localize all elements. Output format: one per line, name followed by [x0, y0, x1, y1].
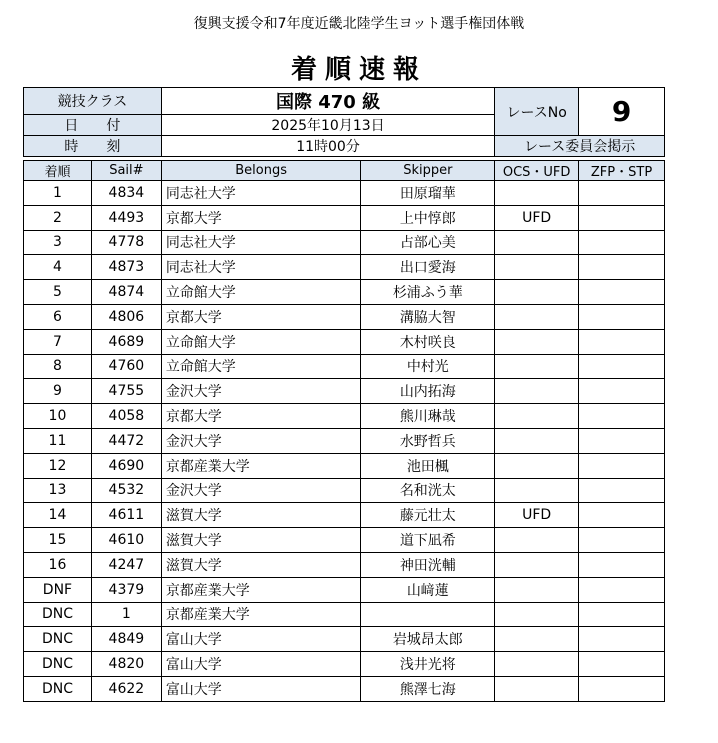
- place-cell: DNF: [24, 577, 92, 602]
- place-cell: 11: [24, 428, 92, 453]
- place-cell: DNC: [24, 652, 92, 677]
- place-cell: 9: [24, 379, 92, 404]
- zfp-stp-cell: [579, 627, 665, 652]
- ocs-ufd-cell: [495, 280, 579, 305]
- table-row: [24, 577, 665, 602]
- sail-cell: 4622: [91, 676, 161, 701]
- place-cell: 1: [24, 181, 92, 206]
- zfp-stp-cell: [579, 528, 665, 553]
- belongs-cell: 金沢大学: [161, 379, 361, 404]
- place-cell: 3: [24, 230, 92, 255]
- skipper-cell: 岩城昂太郎: [361, 627, 495, 652]
- time-value: 11時00分: [161, 136, 494, 157]
- table-row: [24, 453, 665, 478]
- sail-cell: 1: [91, 602, 161, 627]
- zfp-stp-cell: [579, 428, 665, 453]
- belongs-cell: 京都産業大学: [161, 577, 361, 602]
- header-sail: Sail#: [91, 161, 161, 181]
- ocs-ufd-cell: [495, 577, 579, 602]
- belongs-cell: 滋賀大学: [161, 503, 361, 528]
- ocs-ufd-cell: [495, 304, 579, 329]
- place-cell: 13: [24, 478, 92, 503]
- ocs-ufd-cell: [495, 627, 579, 652]
- ocs-ufd-cell: [495, 428, 579, 453]
- zfp-stp-cell: [579, 478, 665, 503]
- table-row: [24, 528, 665, 553]
- zfp-stp-cell: [579, 676, 665, 701]
- ocs-ufd-cell: [495, 602, 579, 627]
- place-cell: 10: [24, 404, 92, 429]
- skipper-cell: 溝脇大智: [361, 304, 495, 329]
- sail-cell: 4873: [91, 255, 161, 280]
- header-ocs-ufd: OCS・UFD: [495, 161, 579, 181]
- sail-cell: 4778: [91, 230, 161, 255]
- sail-cell: 4379: [91, 577, 161, 602]
- belongs-cell: 富山大学: [161, 627, 361, 652]
- table-row: [24, 230, 665, 255]
- zfp-stp-cell: [579, 354, 665, 379]
- ocs-ufd-cell: [495, 478, 579, 503]
- ocs-ufd-cell: [495, 404, 579, 429]
- belongs-cell: 富山大学: [161, 676, 361, 701]
- sail-cell: 4820: [91, 652, 161, 677]
- sail-cell: 4874: [91, 280, 161, 305]
- belongs-cell: 立命館大学: [161, 329, 361, 354]
- ocs-ufd-cell: [495, 652, 579, 677]
- skipper-cell: 池田楓: [361, 453, 495, 478]
- skipper-cell: 占部心美: [361, 230, 495, 255]
- ocs-ufd-cell: [495, 676, 579, 701]
- skipper-cell: 熊川琳哉: [361, 404, 495, 429]
- place-cell: 16: [24, 552, 92, 577]
- place-cell: DNC: [24, 627, 92, 652]
- place-cell: 15: [24, 528, 92, 553]
- belongs-cell: 金沢大学: [161, 478, 361, 503]
- sail-cell: 4611: [91, 503, 161, 528]
- skipper-cell: 出口愛海: [361, 255, 495, 280]
- sail-cell: 4849: [91, 627, 161, 652]
- belongs-cell: 京都大学: [161, 404, 361, 429]
- zfp-stp-cell: [579, 205, 665, 230]
- skipper-cell: 木村咲良: [361, 329, 495, 354]
- ocs-ufd-cell: [495, 354, 579, 379]
- sail-cell: 4690: [91, 453, 161, 478]
- sail-cell: 4610: [91, 528, 161, 553]
- belongs-cell: 同志社大学: [161, 230, 361, 255]
- table-row: [24, 304, 665, 329]
- sail-cell: 4689: [91, 329, 161, 354]
- place-cell: 6: [24, 304, 92, 329]
- race-no-value: 9: [579, 88, 665, 136]
- zfp-stp-cell: [579, 255, 665, 280]
- zfp-stp-cell: [579, 577, 665, 602]
- header-place: 着順: [24, 161, 92, 181]
- date-label: 日 付: [24, 115, 162, 136]
- table-row: [24, 280, 665, 305]
- sail-cell: 4834: [91, 181, 161, 206]
- belongs-cell: 京都大学: [161, 205, 361, 230]
- place-cell: DNC: [24, 676, 92, 701]
- ocs-ufd-cell: [495, 255, 579, 280]
- ocs-ufd-cell: UFD: [495, 503, 579, 528]
- results-table: [23, 160, 665, 702]
- belongs-cell: 立命館大学: [161, 354, 361, 379]
- belongs-cell: 富山大学: [161, 652, 361, 677]
- table-row: [24, 478, 665, 503]
- header-zfp-stp: ZFP・STP: [579, 161, 665, 181]
- ocs-ufd-cell: [495, 329, 579, 354]
- sail-cell: 4755: [91, 379, 161, 404]
- skipper-cell: 杉浦ふう華: [361, 280, 495, 305]
- document-title: 着順速報: [290, 55, 427, 85]
- table-row: [24, 205, 665, 230]
- skipper-cell: 浅井光将: [361, 652, 495, 677]
- skipper-cell: 中村光: [361, 354, 495, 379]
- table-row: [24, 404, 665, 429]
- place-cell: 14: [24, 503, 92, 528]
- skipper-cell: 上中惇郎: [361, 205, 495, 230]
- zfp-stp-cell: [579, 652, 665, 677]
- sail-cell: 4760: [91, 354, 161, 379]
- ocs-ufd-cell: [495, 528, 579, 553]
- class-value: 国際 470 級: [161, 88, 494, 115]
- table-row: [24, 354, 665, 379]
- skipper-cell: 水野哲兵: [361, 428, 495, 453]
- belongs-cell: 同志社大学: [161, 181, 361, 206]
- place-cell: 4: [24, 255, 92, 280]
- zfp-stp-cell: [579, 181, 665, 206]
- event-title: 復興支援令和7年度近畿北陸学生ヨット選手権団体戦: [193, 16, 525, 32]
- sail-cell: 4058: [91, 404, 161, 429]
- place-cell: 8: [24, 354, 92, 379]
- belongs-cell: 京都産業大学: [161, 602, 361, 627]
- skipper-cell: 田原瑠華: [361, 181, 495, 206]
- skipper-cell: [361, 602, 495, 627]
- committee-notice: レース委員会掲示: [495, 136, 665, 157]
- place-cell: 2: [24, 205, 92, 230]
- zfp-stp-cell: [579, 230, 665, 255]
- skipper-cell: 熊澤七海: [361, 676, 495, 701]
- belongs-cell: 京都大学: [161, 304, 361, 329]
- table-row: [24, 676, 665, 701]
- place-cell: 12: [24, 453, 92, 478]
- zfp-stp-cell: [579, 280, 665, 305]
- skipper-cell: 山内拓海: [361, 379, 495, 404]
- time-label: 時 刻: [24, 136, 162, 157]
- race-no-label: レースNo: [495, 88, 579, 136]
- zfp-stp-cell: [579, 304, 665, 329]
- belongs-cell: 金沢大学: [161, 428, 361, 453]
- sail-cell: 4493: [91, 205, 161, 230]
- skipper-cell: 名和洸太: [361, 478, 495, 503]
- class-label: 競技クラス: [24, 88, 162, 115]
- belongs-cell: 京都産業大学: [161, 453, 361, 478]
- skipper-cell: 神田洸輔: [361, 552, 495, 577]
- header-skipper: Skipper: [361, 161, 495, 181]
- place-cell: DNC: [24, 602, 92, 627]
- ocs-ufd-cell: [495, 552, 579, 577]
- table-row: [24, 428, 665, 453]
- table-row: [24, 652, 665, 677]
- table-row: [24, 379, 665, 404]
- sail-cell: 4532: [91, 478, 161, 503]
- table-row: [24, 552, 665, 577]
- belongs-cell: 立命館大学: [161, 280, 361, 305]
- zfp-stp-cell: [579, 552, 665, 577]
- zfp-stp-cell: [579, 503, 665, 528]
- table-row: [24, 181, 665, 206]
- table-row: [24, 503, 665, 528]
- table-row: [24, 602, 665, 627]
- belongs-cell: 滋賀大学: [161, 528, 361, 553]
- table-row: [24, 627, 665, 652]
- ocs-ufd-cell: [495, 181, 579, 206]
- zfp-stp-cell: [579, 329, 665, 354]
- sail-cell: 4472: [91, 428, 161, 453]
- skipper-cell: 藤元壮太: [361, 503, 495, 528]
- zfp-stp-cell: [579, 379, 665, 404]
- belongs-cell: 同志社大学: [161, 255, 361, 280]
- header-belongs: Belongs: [161, 161, 361, 181]
- ocs-ufd-cell: UFD: [495, 205, 579, 230]
- date-value: 2025年10月13日: [161, 115, 494, 136]
- skipper-cell: 道下凪希: [361, 528, 495, 553]
- sail-cell: 4806: [91, 304, 161, 329]
- ocs-ufd-cell: [495, 453, 579, 478]
- zfp-stp-cell: [579, 404, 665, 429]
- belongs-cell: 滋賀大学: [161, 552, 361, 577]
- place-cell: 7: [24, 329, 92, 354]
- ocs-ufd-cell: [495, 230, 579, 255]
- place-cell: 5: [24, 280, 92, 305]
- ocs-ufd-cell: [495, 379, 579, 404]
- table-row: [24, 329, 665, 354]
- skipper-cell: 山﨑蓮: [361, 577, 495, 602]
- race-info-table: [23, 87, 665, 157]
- zfp-stp-cell: [579, 453, 665, 478]
- sail-cell: 4247: [91, 552, 161, 577]
- zfp-stp-cell: [579, 602, 665, 627]
- table-row: [24, 255, 665, 280]
